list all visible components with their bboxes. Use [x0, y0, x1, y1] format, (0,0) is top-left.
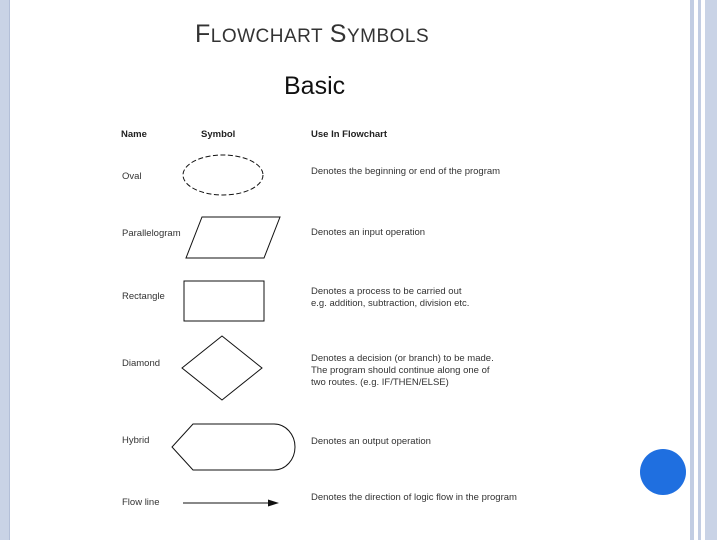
parallelogram-icon: [186, 217, 280, 258]
header-symbol: Symbol: [201, 129, 236, 140]
diamond-icon: [182, 336, 262, 400]
row-name-rectangle: Rectangle: [122, 291, 165, 302]
header-name: Name: [121, 129, 147, 140]
arrow-icon: [183, 500, 279, 507]
oval-icon: [183, 155, 263, 195]
slide-subtitle: Basic: [284, 72, 346, 100]
row-use-oval: Denotes the beginning or end of the program: [311, 166, 501, 177]
row-name-parallelogram: Parallelogram: [122, 228, 181, 239]
row-use-rectangle: Denotes a process to be carried out e.g. addition, subtraction, division etc.: [311, 286, 470, 309]
row-use-hybrid: Denotes an output operation: [311, 436, 431, 447]
row-use-parallelogram: Denotes an input operation: [311, 227, 426, 238]
row-use-diamond: Denotes a decision (or branch) to be made. The program should continue along one of two routes. (e.g. IF/THEN/ELSE): [311, 353, 494, 388]
slide-title: FLOWCHART SYMBOLS: [195, 20, 430, 48]
rectangle-icon: [184, 281, 264, 321]
row-use-flow-line: Denotes the direction of logic flow in the program: [311, 492, 517, 503]
row-name-oval: Oval: [122, 171, 142, 182]
header-use: Use In Flowchart: [311, 129, 388, 140]
row-name-diamond: Diamond: [122, 358, 161, 369]
row-name-flow-line: Flow line: [122, 497, 160, 508]
row-name-hybrid: Hybrid: [122, 435, 150, 446]
hybrid-icon: [172, 424, 295, 470]
